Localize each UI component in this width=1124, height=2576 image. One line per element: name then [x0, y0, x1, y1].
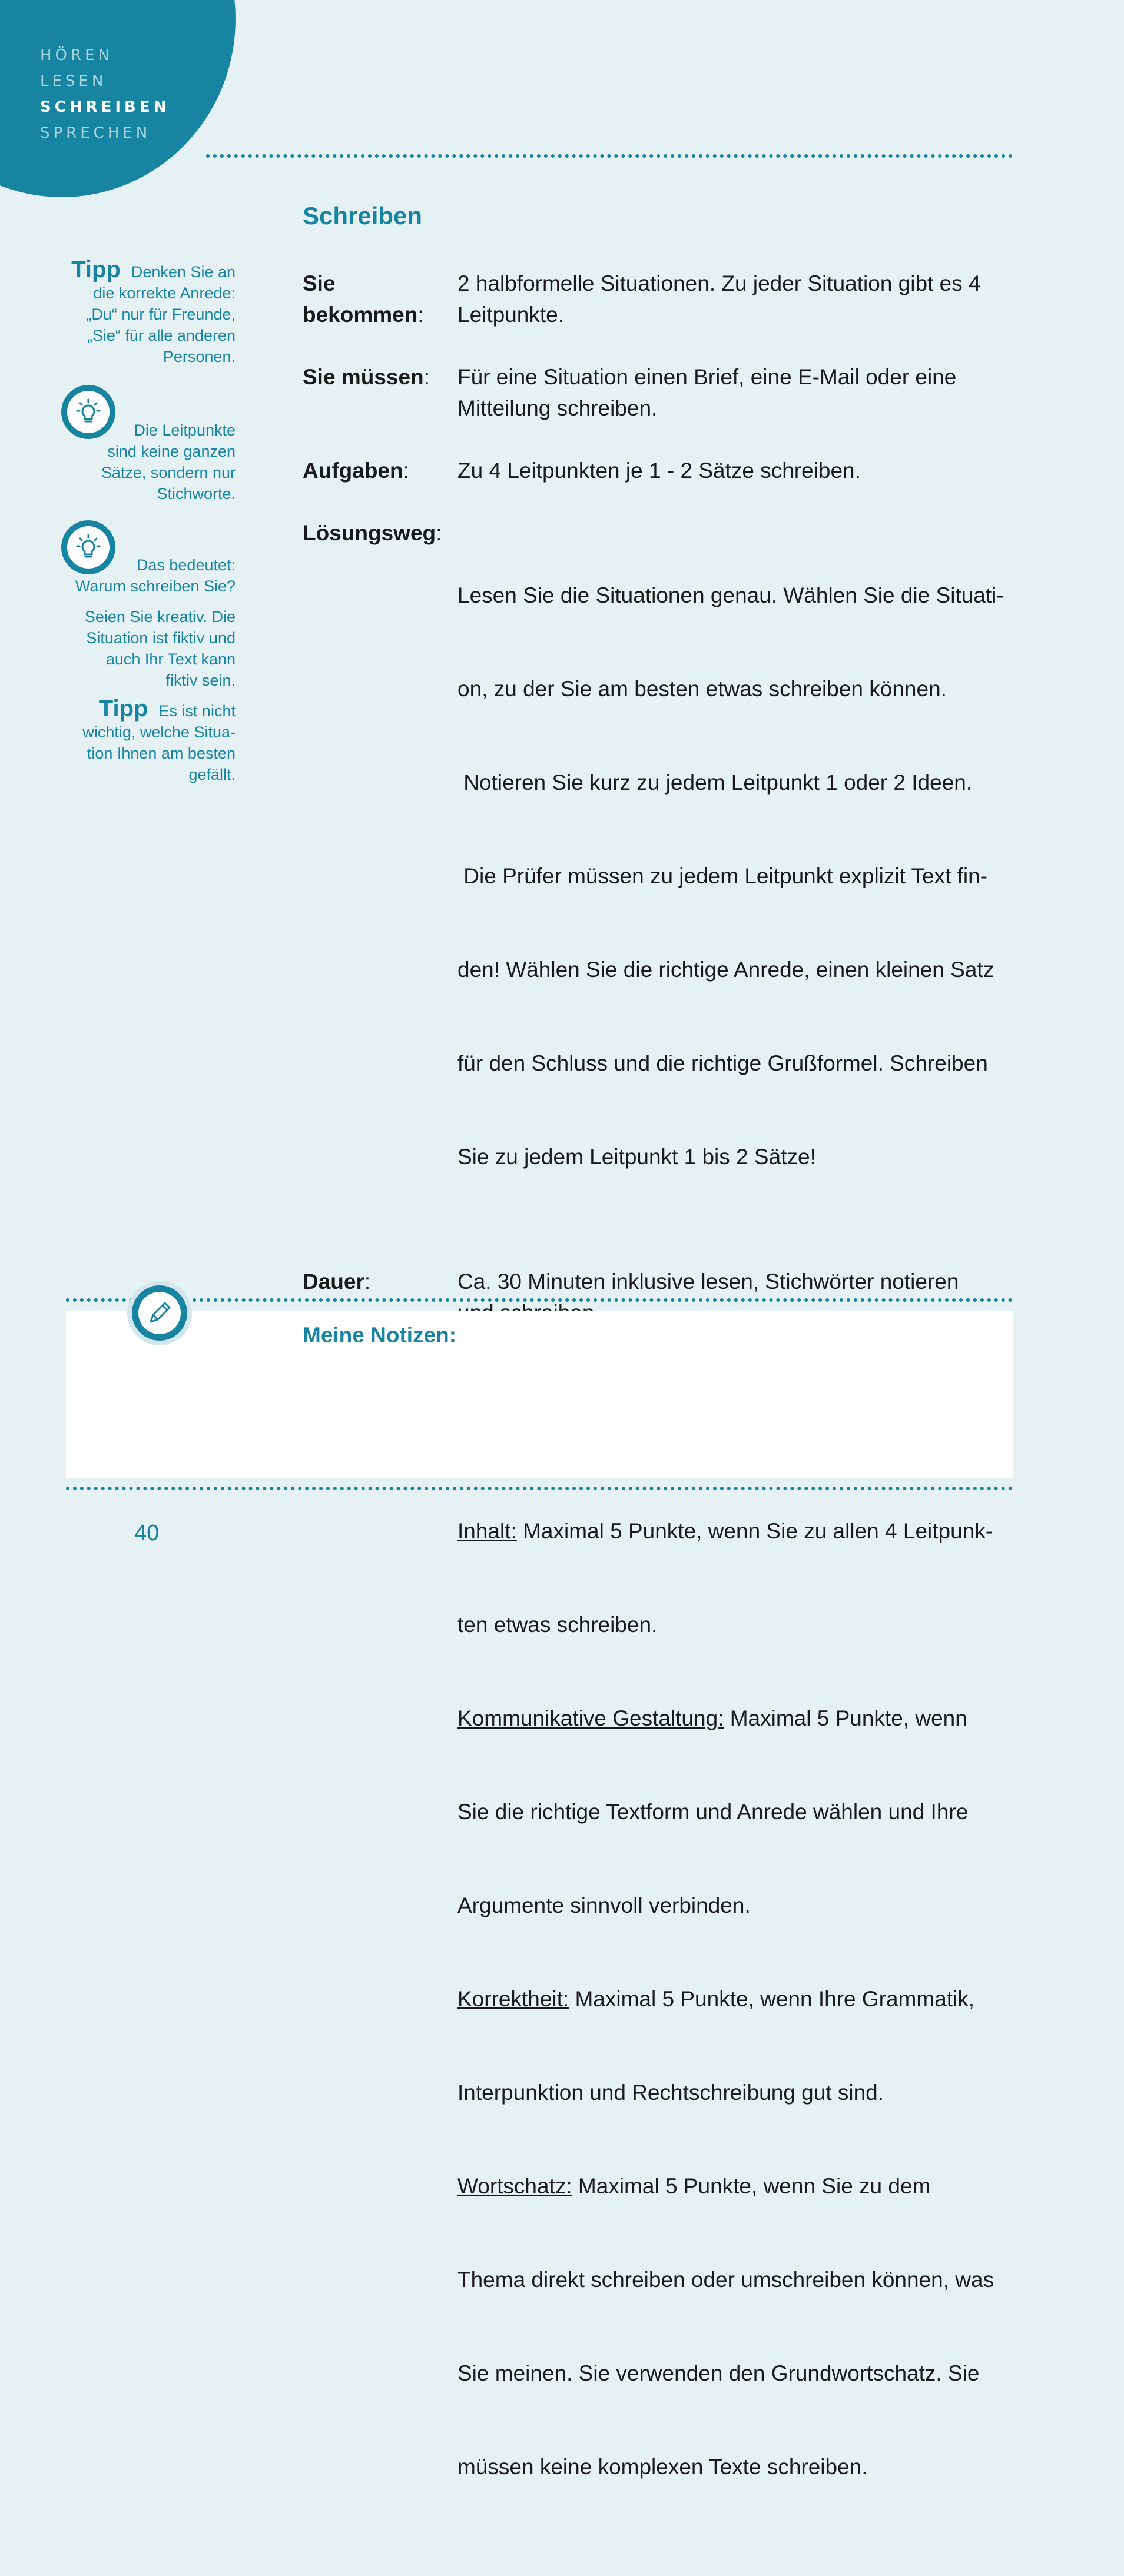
skill-nav: [40, 42, 170, 146]
info-row-dauer: Dauer: Ca. 30 Minuten inklusive lesen, Stichwörter notieren: [303, 1269, 959, 1294]
info-row-sie-bekommen: Sie bekommen: 2 halbformelle Situationen. Zu jeder Situation gibt es 4 Leitpunkte.: [303, 271, 981, 327]
info-row-sie-muessen: Sie müssen: Für eine Situation einen Brief, eine E-Mail oder eine Mitteilung schreiben.: [303, 365, 957, 420]
section-title: Schreiben: [303, 202, 423, 230]
skill-nav-item-schreiben: SCHREIBEN: [40, 98, 170, 116]
notes-box[interactable]: [66, 1311, 1013, 1478]
sidebar-hint-1: Die Leitpunkte sind keine ganzen Sätze, sondern nur Stichworte.: [101, 421, 236, 503]
info-row-loesungsweg: Lösungsweg: Lesen Sie die Situationen genau. Wählen Sie die Situati- on, zu der Sie am besten etwas schreiben können. Notieren Sie kurz zu jedem Leitpunkt 1 oder 2 Ideen. Die Prüfer müssen zu jedem Leitpunkt explizit Text fin- den! Wählen Sie die richtige Anrede, einen kleinen Satz für den Schluss und die richtige Grußformel. Schreiben Sie zu jedem Leitpunkt 1 bis 2 Sätze!: [303, 521, 1004, 1169]
skill-nav-item-hoeren: HÖREN: [40, 46, 113, 64]
page-number: 40: [134, 1521, 160, 1545]
info-row-aufgaben: Aufgaben: Zu 4 Leitpunkten je 1 - 2 Sätze schreiben.: [303, 458, 861, 483]
info-row-bewertung: Inhalt: Maximal 5 Punkte, wenn Sie zu allen 4 Leitpunk- ten etwas schreiben. Kommunikative Gestaltung: Maximal 5 Punkte, wenn Sie die richtige Textform und Anrede wählen und Ihre Argumente sinnvoll verbinden. Korrektheit: Maximal 5 Punkte, wenn Ihre Grammatik, Interpunktion und Rechtschreibung gut sind. Wortschatz: Maximal 5 Punkte, wenn Sie zu dem Thema direkt schreiben oder umschreiben können, was Sie meinen. Sie verwenden den Grundwortschatz. Sie müssen keine komplexen Texte schreiben.: [457, 1519, 994, 2479]
tip-label: Tipp: [71, 257, 121, 282]
tip-label: Tipp: [98, 696, 148, 722]
sidebar-tip-1: Tipp Denken Sie an die korrekte Anrede: „Du“ nur für Freunde, „Sie“ für alle anderen Personen.: [71, 257, 236, 365]
skill-nav-item-sprechen: SPRECHEN: [40, 124, 151, 142]
notes-divider-bottom: [66, 1487, 1013, 1490]
notes-divider-top: [66, 1298, 1013, 1302]
notes-title: Meine Notizen:: [303, 1323, 457, 1347]
sidebar-hint-2: Das bedeutet: Warum schreiben Sie? Seien Sie kreativ. Die Situation ist fiktiv und auch Ihr Text kann fiktiv sein.: [75, 556, 236, 689]
header-divider: [206, 154, 1013, 158]
skill-nav-item-lesen: LESEN: [40, 72, 107, 90]
sidebar-tip-2: Tipp Es ist nicht wichtig, welche Situa- tion Ihnen am besten gefällt.: [82, 696, 236, 783]
pencil-icon: [127, 1281, 192, 1345]
